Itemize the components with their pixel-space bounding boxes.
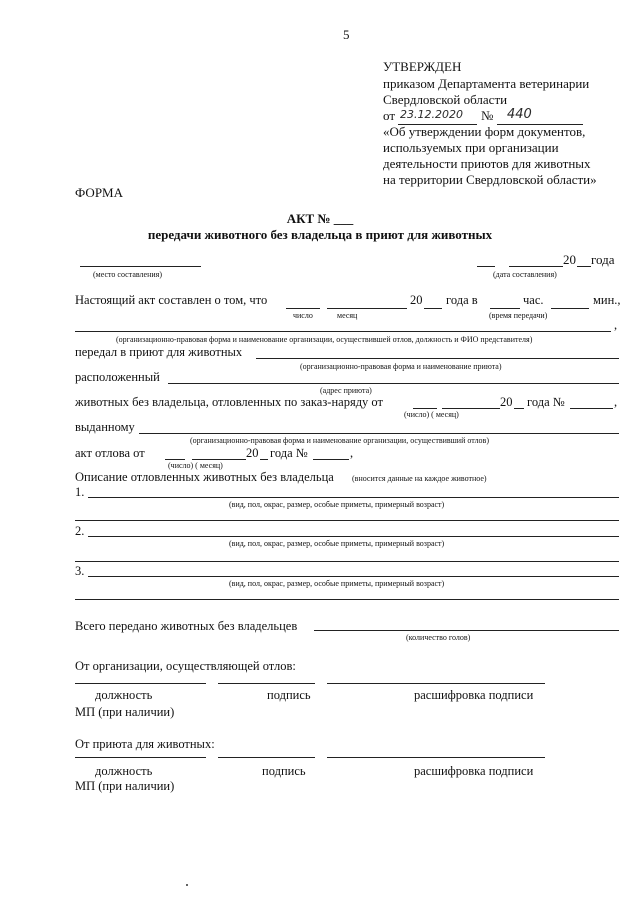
sign-catcher-signature-line — [218, 683, 315, 684]
approval-title: УТВЕРЖДЕН — [383, 59, 462, 74]
present-minute-label: мин., — [593, 293, 621, 307]
catch-comma: , — [350, 446, 354, 460]
order-number-line — [570, 408, 613, 409]
approval-line-1: приказом Департамента ветеринарии — [383, 76, 590, 91]
present-hour-line — [490, 308, 520, 309]
catch-year-no: года № — [270, 446, 308, 460]
catch-year-line — [260, 459, 268, 460]
sign-shelter-signature-label: подпись — [262, 764, 306, 778]
sign-shelter-decoding-label: расшифровка подписи — [414, 764, 534, 778]
date-year-prefix: 20 — [563, 252, 576, 267]
order-day-line — [413, 408, 437, 409]
order-year-line — [514, 408, 524, 409]
animal-item-2-line — [88, 536, 619, 537]
description-hint: (вносится данные на каждое животное) — [352, 474, 487, 483]
animal-item-1-extra-line — [75, 520, 619, 521]
place-hint: (место составления) — [93, 270, 162, 279]
total-count-line — [314, 630, 619, 631]
catch-year-prefix: 20 — [246, 446, 259, 460]
hint-order-day-month: (число) ( месяц) — [404, 410, 459, 419]
place-line — [80, 266, 201, 267]
sign-shelter-position-line — [75, 757, 206, 758]
present-year-in: года в — [446, 293, 478, 307]
sign-catcher-position-line — [75, 683, 206, 684]
total-label: Всего передано животных без владельцев — [75, 619, 298, 633]
sign-catcher-heading: От организации, осуществляющей отлов: — [75, 659, 296, 673]
hint-catch-day-month: (число) ( месяц) — [168, 461, 223, 470]
issued-label: выданному — [75, 420, 135, 434]
date-month-line — [509, 266, 563, 267]
approval-quote-3: деятельности приютов для животных — [383, 156, 591, 171]
sign-catcher-position-label: должность — [95, 688, 153, 702]
hint-count: (количество голов) — [406, 633, 471, 642]
hint-animal-2: (вид, пол, окрас, размер, особые приметы, примерный возраст) — [229, 539, 445, 548]
present-year-line — [424, 308, 442, 309]
present-minute-line — [551, 308, 589, 309]
issuing-org-line — [139, 433, 619, 434]
sign-catcher-stamp: МП (при наличии) — [75, 705, 175, 719]
shelter-address-line — [168, 383, 619, 384]
present-hour-label: час. — [523, 293, 544, 307]
hint-animal-1: (вид, пол, окрас, размер, особые приметы, примерный возраст) — [229, 500, 445, 509]
approval-quote-4: на территории Свердловской области» — [383, 172, 597, 187]
hint-animal-3: (вид, пол, окрас, размер, особые приметы, примерный возраст) — [229, 579, 445, 588]
animal-item-3-line — [88, 576, 619, 577]
animal-item-2-number: 2. — [75, 524, 85, 538]
description-label: Описание отловленных животных без владельца — [75, 470, 334, 484]
approval-number-handwritten: 440 — [507, 107, 532, 122]
approval-date-handwritten: 23.12.2020 — [400, 108, 463, 121]
sign-catcher-signature-label: подпись — [267, 688, 311, 702]
date-day-line — [477, 266, 495, 267]
sign-catcher-decoding-label: расшифровка подписи — [414, 688, 534, 702]
sign-shelter-decoding-line — [327, 757, 545, 758]
animal-item-1-line — [88, 497, 619, 498]
hint-shelter: (организационно-правовая форма и наименование приюта) — [300, 362, 502, 371]
catch-day-line — [165, 459, 185, 460]
hint-catching-org: (организационно-правовая форма и наименование организации, осуществивший отлов) — [190, 436, 489, 445]
animal-item-1-number: 1. — [75, 485, 85, 499]
approval-quote-1: «Об утверждении форм документов, — [383, 124, 586, 139]
present-day-line — [286, 308, 320, 309]
approval-from-label: от — [383, 108, 396, 123]
scan-dot — [186, 884, 188, 886]
hint-org-representative: (организационно-правовая форма и наименование организации, осуществившей отлов, должность и ФИО представителя) — [116, 335, 533, 344]
approval-quote-2: используемых при организации — [383, 140, 559, 155]
org-representative-line — [75, 331, 611, 332]
date-hint: (дата составления) — [493, 270, 557, 279]
act-subtitle: передачи животного без владельца в приют для животных — [147, 227, 493, 242]
act-title: АКТ № ___ — [286, 211, 354, 226]
sign-shelter-position-label: должность — [95, 764, 153, 778]
org-representative-comma: , — [614, 318, 618, 332]
catch-month-line — [192, 459, 246, 460]
sign-shelter-signature-line — [218, 757, 315, 758]
approval-line-2: Свердловской области — [383, 92, 508, 107]
sign-shelter-heading: От приюта для животных: — [75, 737, 215, 751]
order-comma: , — [614, 395, 618, 409]
present-year-prefix: 20 — [410, 293, 423, 307]
animal-item-3-extra-line — [75, 599, 619, 600]
page-number: 5 — [343, 27, 350, 42]
approval-number-label: № — [481, 108, 494, 123]
present-month-line — [327, 308, 407, 309]
present-act-label: Настоящий акт составлен о том, что — [75, 293, 268, 307]
sign-shelter-stamp: МП (при наличии) — [75, 779, 175, 793]
animal-item-3-number: 3. — [75, 564, 85, 578]
catch-act-label: акт отлова от — [75, 446, 145, 460]
order-month-line — [442, 408, 500, 409]
hint-transfer-time: (время передачи) — [489, 311, 548, 320]
hint-day: число — [293, 311, 313, 320]
hint-address: (адрес приюта) — [320, 386, 372, 395]
shelter-name-line — [256, 358, 619, 359]
located-label: расположенный — [75, 370, 160, 384]
animals-caught-label: животных без владельца, отловленных по заказ-наряду от — [75, 395, 383, 409]
order-year-no: года № — [527, 395, 565, 409]
order-year-prefix: 20 — [500, 395, 513, 409]
hint-month: месяц — [337, 311, 358, 320]
date-year-line — [577, 266, 591, 267]
animal-item-2-extra-line — [75, 561, 619, 562]
sign-catcher-decoding-line — [327, 683, 545, 684]
catch-number-line — [313, 459, 349, 460]
date-year-suffix: года — [591, 252, 615, 267]
form-label: ФОРМА — [75, 185, 123, 200]
transferred-to-label: передал в приют для животных — [75, 345, 243, 359]
